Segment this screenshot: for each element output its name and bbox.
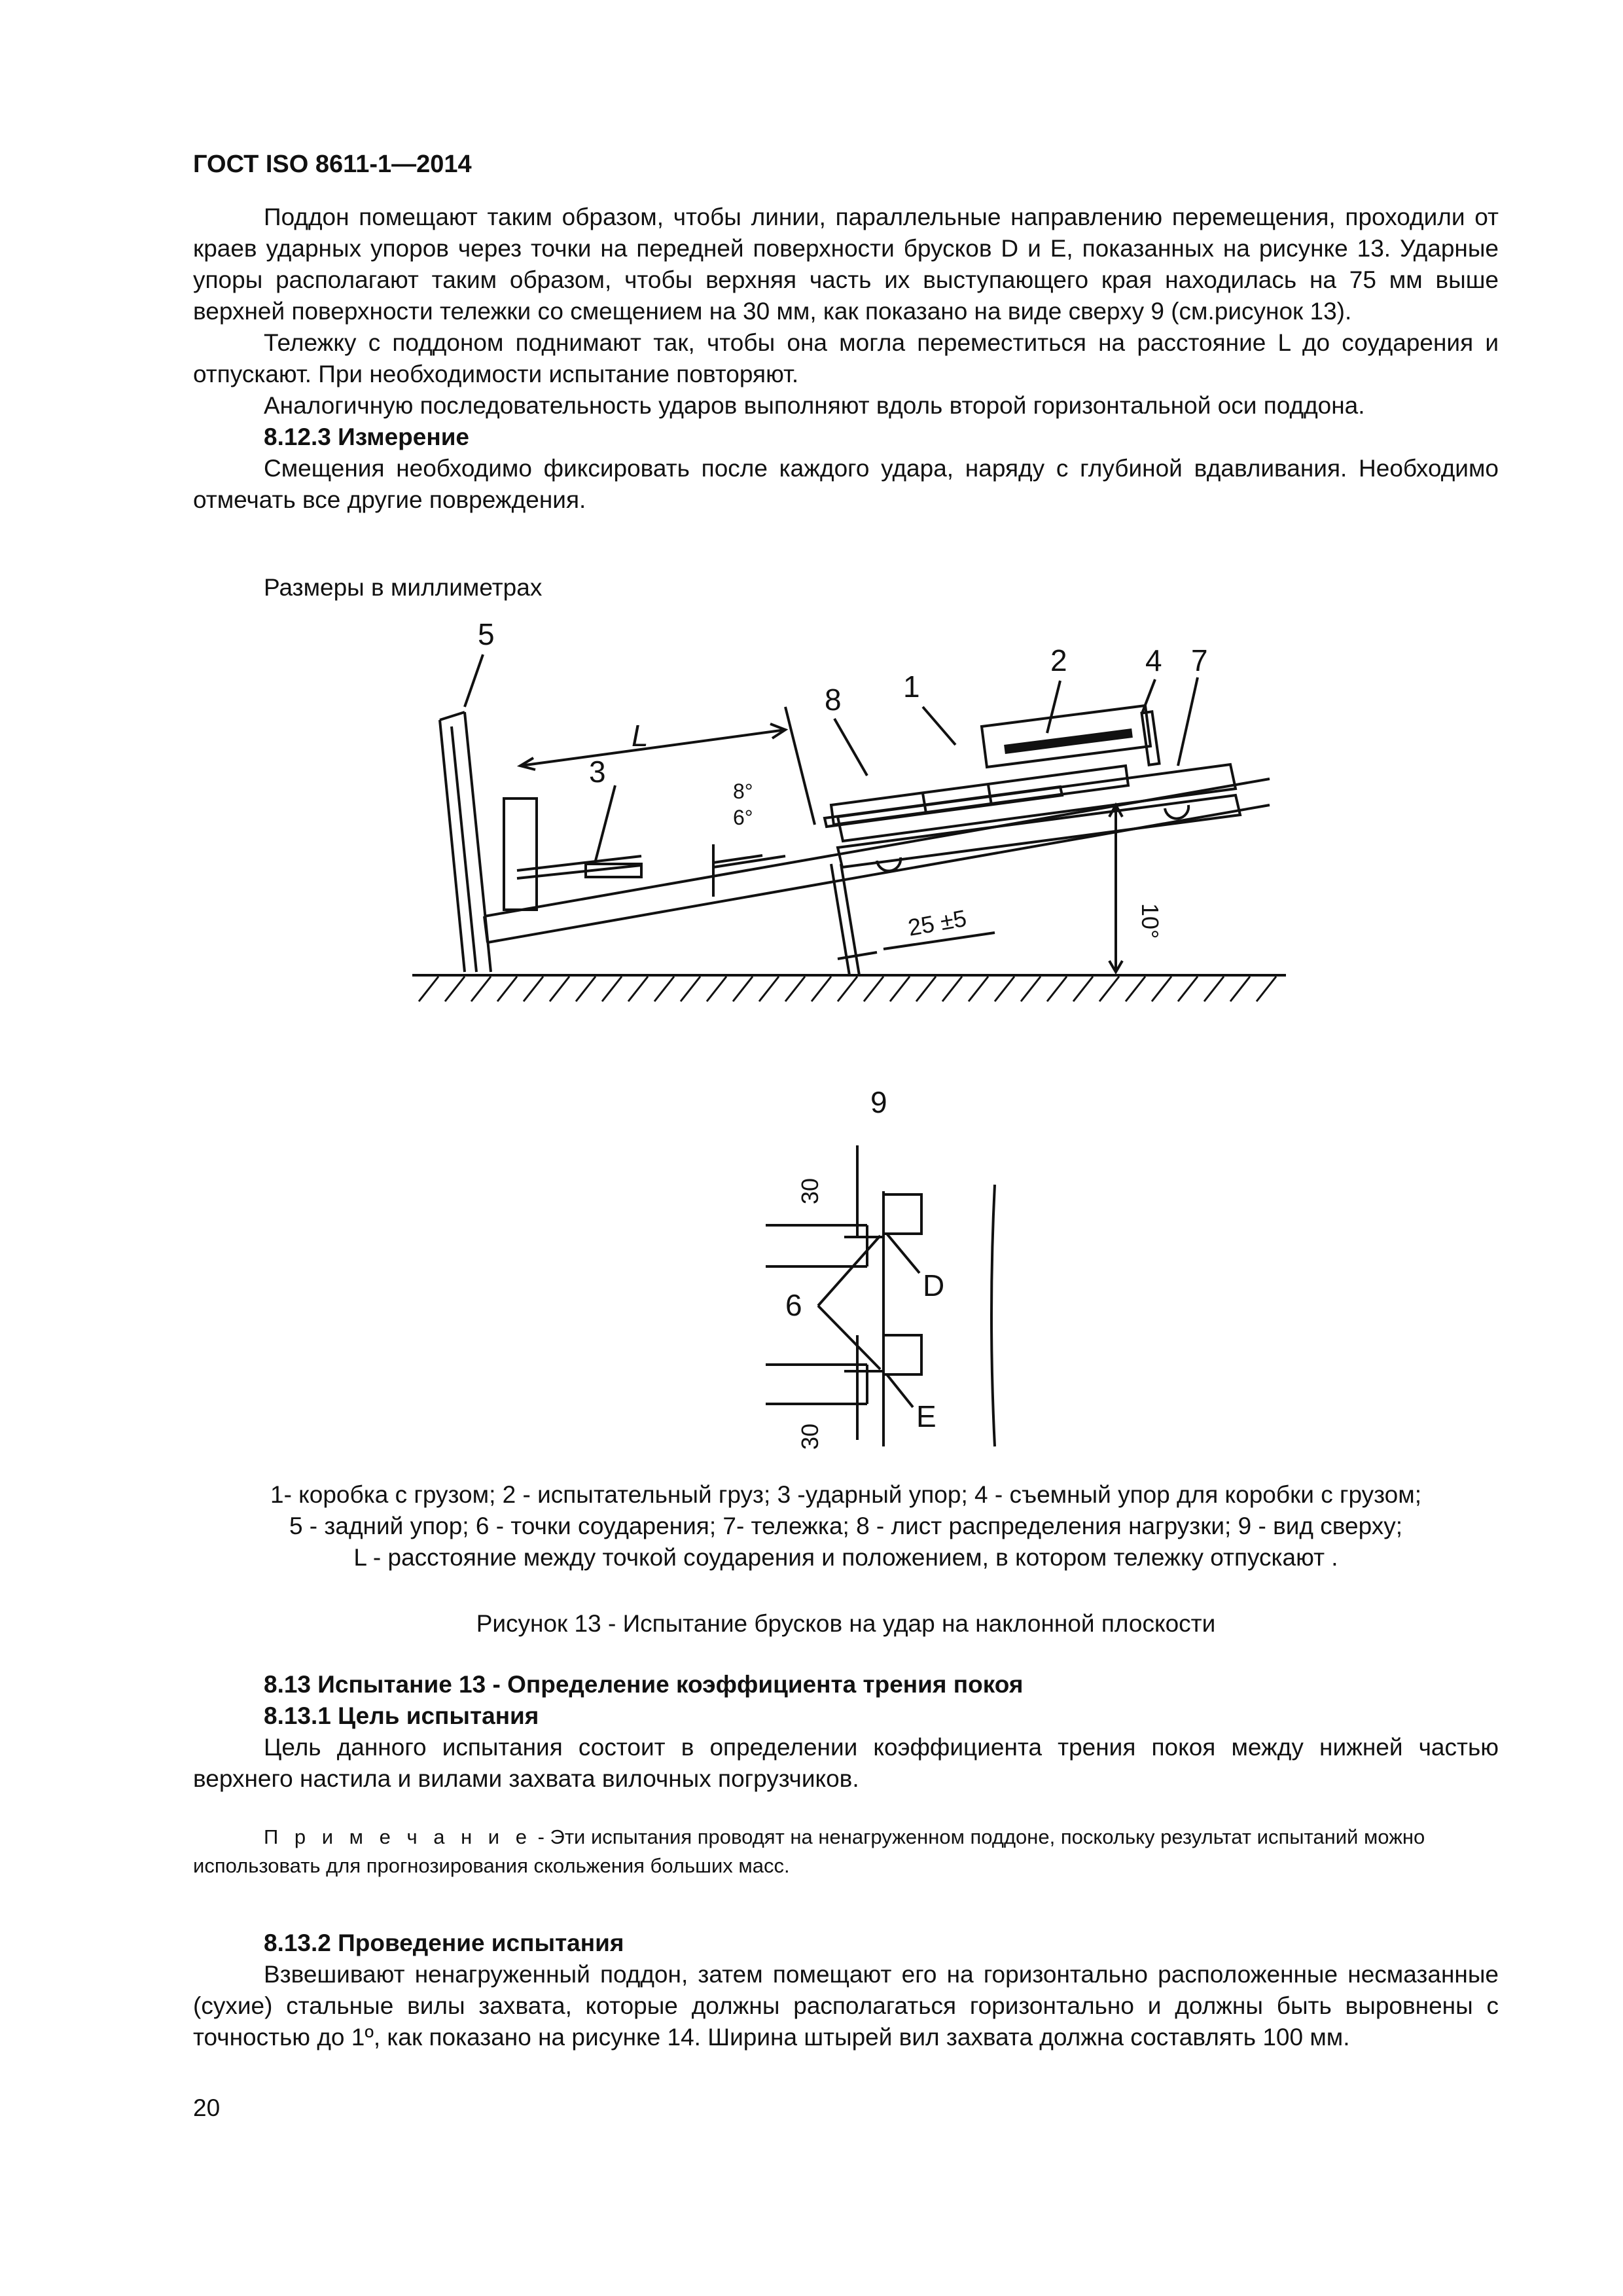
heading-8-13-2: 8.13.2 Проведение испытания bbox=[264, 1929, 624, 1956]
dimensions-note: Размеры в миллиметрах bbox=[264, 574, 543, 601]
label-3: 3 bbox=[589, 755, 606, 789]
paragraph-purpose: Цель данного испытания состоит в определении коэффициента трения покоя между нижней частью верхнего настила и вилами захвата вилочных погрузчиков. bbox=[193, 1734, 1499, 1792]
page-number: 20 bbox=[193, 2094, 221, 2121]
figure-13-top-view bbox=[746, 1073, 1034, 1466]
label-2: 2 bbox=[1050, 643, 1067, 677]
note-text: - Эти испытания проводят на ненагруженном поддоне, поскольку результат испытаний можно использовать для прогнозирования скольжения больших масс. bbox=[193, 1825, 1425, 1877]
figure-13-side-view bbox=[406, 609, 1296, 1028]
legend-line-2: 5 - задний упор; 6 - точки соударения; 7- тележка; 8 - лист распределения нагрузки; 9 - вид сверху; bbox=[289, 1513, 1403, 1539]
label-1: 1 bbox=[903, 670, 920, 704]
label-6: 6 bbox=[785, 1288, 802, 1322]
label-25: 25 ±5 bbox=[906, 904, 969, 941]
paragraph-second-axis: Аналогичную последовательность ударов выполняют вдоль второй горизонтальной оси поддона. bbox=[264, 392, 1365, 419]
legend-line-1: 1- коробка с грузом; 2 - испытательный груз; 3 -ударный упор; 4 - съемный упор для коробки с грузом; bbox=[270, 1481, 1421, 1508]
heading-8-12-3: 8.12.3 Измерение bbox=[264, 423, 470, 450]
label-D: D bbox=[923, 1268, 945, 1302]
legend-line-3: L - расстояние между точкой соударения и положением, в котором тележку отпускают . bbox=[353, 1544, 1338, 1571]
note bbox=[193, 1823, 1499, 1880]
section-8-13-2 bbox=[193, 1928, 1499, 2053]
label-6deg: 6° bbox=[733, 806, 753, 829]
paragraph-lift: Тележку с поддоном поднимают так, чтобы она могла переместиться на расстояние L до соударения и отпускают. При необходимости испытание повторяют. bbox=[193, 329, 1499, 387]
heading-8-13-1: 8.13.1 Цель испытания bbox=[264, 1702, 539, 1729]
label-30-bottom: 30 bbox=[796, 1423, 823, 1450]
paragraph-measurement: Смещения необходимо фиксировать после каждого удара, наряду с глубиной вдавливания. Необходимо отмечать все другие повреждения. bbox=[193, 455, 1499, 513]
label-9: 9 bbox=[870, 1085, 887, 1119]
note-label: П р и м е ч а н и е bbox=[264, 1825, 532, 1848]
paragraph-placement: Поддон помещают таким образом, чтобы линии, параллельные направлению перемещения, проходили от краев ударных упоров через точки на передней поверхности брусков D и E, показанных на рисунке 13. Ударные упоры располагают таким образом, чтобы верхняя часть их выступающего края находилась на 75 мм выше верхней поверхности тележки со смещением на 30 мм, как показано на виде сверху 9 (см.рисунок 13). bbox=[193, 204, 1499, 325]
label-7: 7 bbox=[1191, 643, 1208, 677]
label-L: L bbox=[632, 719, 649, 753]
section-8-13 bbox=[193, 1669, 1499, 1795]
label-8deg: 8° bbox=[733, 780, 753, 803]
intro-text bbox=[193, 202, 1499, 516]
heading-8-13: 8.13 Испытание 13 - Определение коэффициента трения покоя bbox=[264, 1671, 1024, 1698]
figure-13-caption: Рисунок 13 - Испытание брусков на удар на наклонной плоскости bbox=[476, 1610, 1216, 1637]
label-10deg: 10° bbox=[1137, 903, 1164, 939]
label-E: E bbox=[916, 1399, 936, 1433]
label-8: 8 bbox=[825, 683, 842, 717]
document-header: ГОСТ ISO 8611-1—2014 bbox=[193, 151, 472, 178]
label-4: 4 bbox=[1145, 643, 1162, 677]
label-5: 5 bbox=[478, 617, 495, 651]
paragraph-procedure: Взвешивают ненагруженный поддон, затем помещают его на горизонтально расположенные несмазанные (сухие) стальные вилы захвата, которые должны располагаться горизонтально и должны быть выровнены с точностью до 1º, как показано на рисунке 14. Ширина штырей вил захвата должна составлять 100 мм. bbox=[193, 1961, 1499, 2051]
figure-13-legend bbox=[193, 1479, 1499, 1573]
label-30-top: 30 bbox=[796, 1177, 823, 1204]
